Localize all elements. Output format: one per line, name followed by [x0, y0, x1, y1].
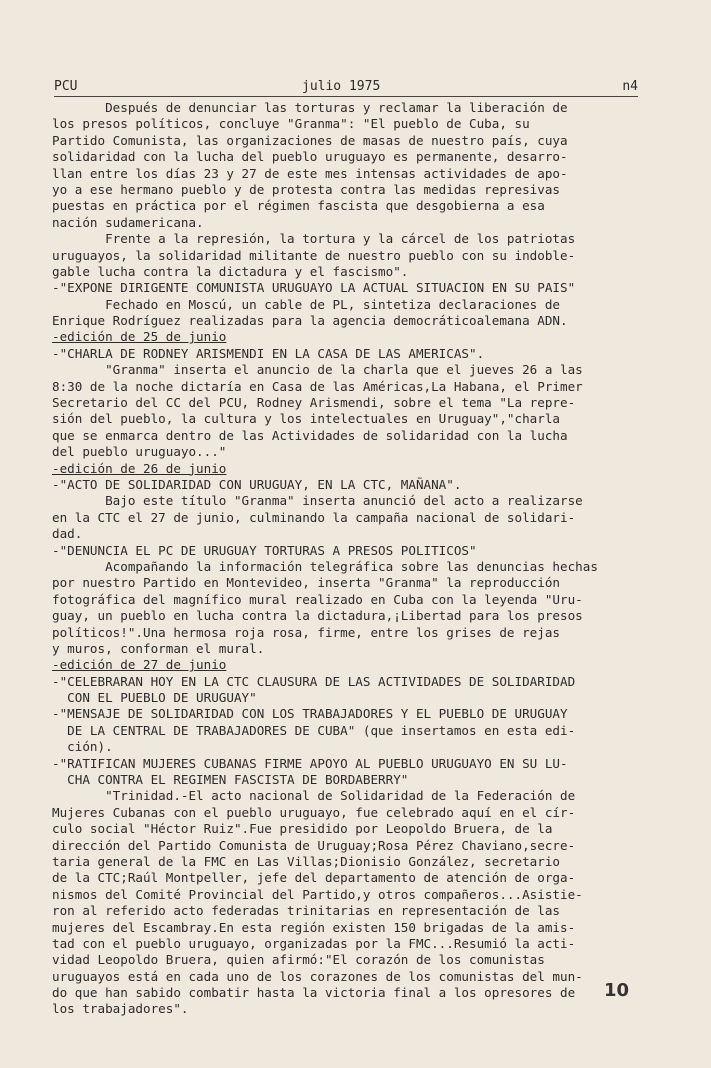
text-line: -edición de 26 de junio: [52, 460, 227, 476]
text-line: del pueblo uruguayo...": [52, 444, 227, 460]
text-line: -"MENSAJE DE SOLIDARIDAD CON LOS TRABAJADORES Y EL PUEBLO DE URUGUAY: [52, 706, 568, 722]
text-line: CON EL PUEBLO DE URUGUAY": [52, 690, 257, 706]
text-line: Frente a la represión, la tortura y la cárcel de los patriotas: [52, 231, 576, 247]
text-line: Bajo este título "Granma" inserta anunció del acto a realizarse: [52, 493, 583, 509]
text-line: dad.: [52, 526, 83, 542]
text-line: dirección del Partido Comunista de Uruguay;Rosa Pérez Chaviano,secre-: [52, 837, 576, 853]
text-line: ron al referido acto federadas trinitarias en representación de las: [52, 903, 560, 919]
text-line: -edición de 25 de junio: [52, 329, 227, 345]
text-line: ción).: [52, 739, 113, 755]
document-body: [52, 100, 652, 1018]
text-line: "Trinidad.-El acto nacional de Solidaridad de la Federación de: [52, 788, 576, 804]
page-number: 10: [604, 980, 630, 1001]
text-line: en la CTC el 27 de junio, culminando la campaña nacional de solidari-: [52, 509, 576, 525]
text-line: puestas en práctica por el régimen fascista que desgobierna a esa: [52, 198, 545, 214]
text-line: 8:30 de la noche dictaría en Casa de las Américas,La Habana, el Primer: [52, 378, 583, 394]
text-line: Fechado en Moscú, un cable de PL, sintetiza declaraciones de: [52, 296, 560, 312]
text-line: nismos del Comité Provincial del Partido,y otros compañeros...Asistie-: [52, 886, 583, 902]
text-line: -"CELEBRARAN HOY EN LA CTC CLAUSURA DE LAS ACTIVIDADES DE SOLIDARIDAD: [52, 673, 576, 689]
text-line: los trabajadores".: [52, 1001, 189, 1017]
text-line: fotográfica del magnífico mural realizado en Cuba con la leyenda "Uru-: [52, 591, 583, 607]
text-line: políticos!".Una hermosa roja rosa, firme, entre los grises de rejas: [52, 624, 560, 640]
text-line: guay, un pueblo en lucha contra la dictadura,¡Libertad para los presos: [52, 608, 583, 624]
text-line: vidad Leopoldo Bruera, quien afirmó:"El corazón de los comunistas: [52, 952, 545, 968]
text-line: "Granma" inserta el anuncio de la charla que el jueves 26 a las: [52, 362, 583, 378]
header-left: PCU: [54, 79, 78, 94]
text-line: taria general de la FMC en Las Villas;Dionisio González, secretario: [52, 853, 560, 869]
text-line: Acompañando la información telegráfica sobre las denuncias hechas: [52, 558, 598, 574]
text-line: uruguayos está en cada uno de los corazones de los comunistas del mun-: [52, 968, 583, 984]
text-line: Secretario del CC del PCU, Rodney Arismendi, sobre el tema "La repre-: [52, 395, 576, 411]
text-line: los presos políticos, concluye "Granma": "El pueblo de Cuba, su: [52, 116, 530, 132]
text-line: culo social "Héctor Ruiz".Fue presidido por Leopoldo Bruera, de la: [52, 821, 553, 837]
text-line: mujeres del Escambray.En esta región existen 150 brigadas de la amis-: [52, 919, 576, 935]
text-line: yo a ese hermano pueblo y de protesta contra las medidas represivas: [52, 181, 560, 197]
text-line: Después de denunciar las torturas y reclamar la liberación de: [52, 100, 568, 115]
text-line: gable lucha contra la dictadura y el fascismo".: [52, 263, 409, 279]
text-line: llan entre los días 23 y 27 de este mes intensas actividades de apo-: [52, 165, 568, 181]
text-line: -"ACTO DE SOLIDARIDAD CON URUGUAY, EN LA CTC, MAÑANA".: [52, 476, 462, 492]
text-line: -"CHARLA DE RODNEY ARISMENDI EN LA CASA DE LAS AMERICAS".: [52, 345, 485, 361]
text-line: -"DENUNCIA EL PC DE URUGUAY TORTURAS A PRESOS POLITICOS": [52, 542, 477, 558]
header-date: julio 1975: [302, 79, 381, 94]
text-line: tad con el pueblo uruguayo, organizadas por la FMC...Resumió la acti-: [52, 935, 576, 951]
header-number: n4: [622, 79, 638, 94]
text-line: Partido Comunista, las organizaciones de masas de nuestro país, cuya: [52, 132, 568, 148]
text-line: sión del pueblo, la cultura y los intelectuales en Uruguay","charla: [52, 411, 560, 427]
text-line: -"RATIFICAN MUJERES CUBANAS FIRME APOYO AL PUEBLO URUGUAYO EN SU LU-: [52, 755, 568, 771]
text-line: que se enmarca dentro de las Actividades de solidaridad con la lucha: [52, 427, 568, 443]
text-line: do que han sabido combatir hasta la victoria final a los opresores de: [52, 985, 576, 1001]
text-line: nación sudamericana.: [52, 214, 204, 230]
text-line: y muros, conforman el mural.: [52, 640, 265, 656]
text-line: Mujeres Cubanas con el pueblo uruguayo, fue celebrado aquí en el cír-: [52, 804, 576, 820]
text-line: CHA CONTRA EL REGIMEN FASCISTA DE BORDABERRY": [52, 772, 409, 788]
text-line: Enrique Rodríguez realizadas para la agencia democráticoalemana ADN.: [52, 313, 568, 329]
text-line: solidaridad con la lucha del pueblo uruguayo es permanente, desarro-: [52, 149, 568, 165]
text-line: de la CTC;Raúl Montpeller, jefe del departamento de atención de orga-: [52, 870, 576, 886]
text-line: uruguayos, la solidaridad militante de nuestro pueblo con su indoble-: [52, 247, 576, 263]
page-header: [54, 78, 638, 97]
text-line: -edición de 27 de junio: [52, 657, 227, 673]
text-line: DE LA CENTRAL DE TRABAJADORES DE CUBA" (que insertamos en esta edi-: [52, 722, 576, 738]
text-line: -"EXPONE DIRIGENTE COMUNISTA URUGUAYO LA ACTUAL SITUACION EN SU PAIS": [52, 280, 576, 296]
text-line: por nuestro Partido en Montevideo, inserta "Granma" la reproducción: [52, 575, 560, 591]
